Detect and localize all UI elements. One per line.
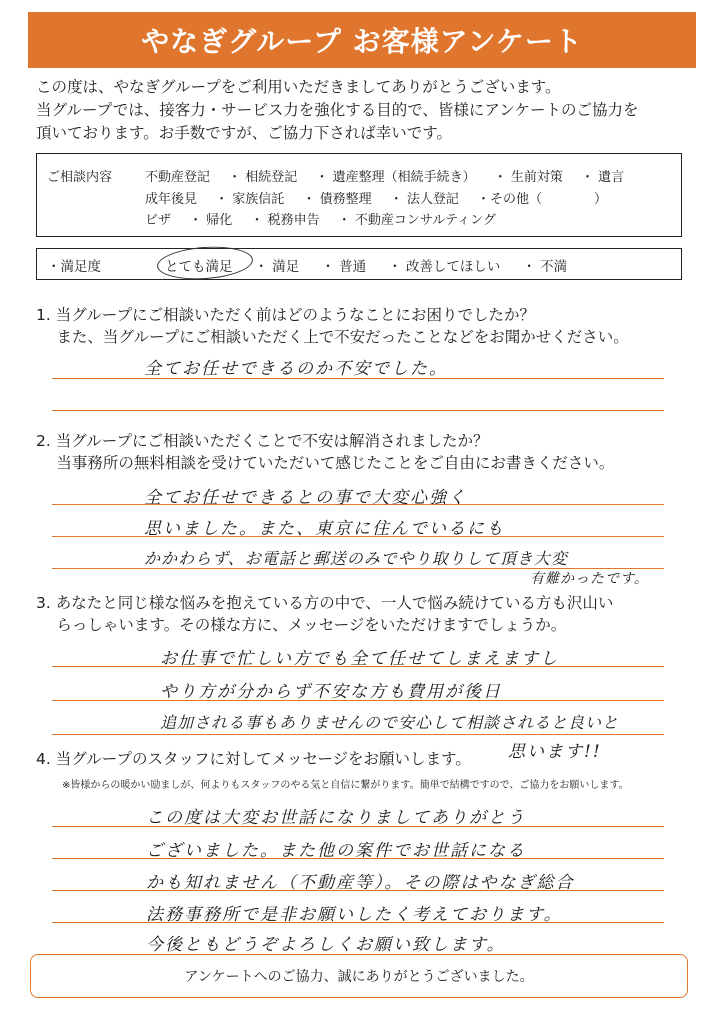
satisfaction-label: ・満足度 (47, 259, 101, 275)
consult-option: ・ 相続登記 (228, 170, 298, 185)
handwritten-answer: 今後ともどうぞよろしくお願い致します。 (146, 935, 506, 955)
consultation-label: ご相談内容 (47, 170, 113, 185)
handwritten-answer: かかわらず、お電話と郵送のみでやり取りして頂き大変 (144, 549, 568, 568)
handwritten-answer: ございました。また他の案件でお世話になる (146, 841, 526, 861)
intro-line: この度は、やなぎグループをご利用いただきましてありがとうございます。 (36, 78, 561, 96)
consult-option: ・ 帰化 (189, 213, 233, 228)
question-1 (36, 304, 696, 348)
consultation-row-2 (145, 188, 621, 207)
satisfaction-row (47, 255, 589, 275)
consult-option: ・その他（ ） (477, 192, 608, 207)
consultation-box (36, 153, 682, 237)
question-2 (36, 430, 696, 474)
question-3 (36, 592, 696, 636)
note-text: ※皆様からの暖かい励ましが、何よりもスタッフのやる気と自信に繋がります。簡単で結構ですので、ご協力をお願いします。 (62, 780, 629, 791)
question-line: また、当グループにご相談いただく上で不安だったことなどをお聞かせください。 (36, 328, 629, 346)
handwritten-answer: やり方が分からず不安な方も費用が後日 (160, 682, 502, 702)
consult-option: ・ 税務申告 (250, 213, 320, 228)
satisfaction-option[interactable]: ・ 普通 (321, 259, 367, 275)
question-line: 1. 当グループにご相談いただく前はどのようなことにお困りでしたか？ (36, 306, 535, 324)
consult-option: 成年後見 (145, 192, 198, 207)
question-line: らっしゃいます。その様な方に、メッセージをいただけますでしょうか。 (36, 616, 567, 634)
handwritten-answer: 全てお任せできるとの事で大変心強く (144, 488, 467, 508)
question-line: 3. あなたと同じ様な悩みを抱えている方の中で、一人で悩み続けている方も沢山い (36, 594, 614, 612)
question-4 (36, 748, 696, 770)
consult-option: ビザ (145, 213, 172, 228)
answer-line (52, 734, 664, 735)
consult-option: ・ 債務整理 (302, 192, 372, 207)
intro-text (36, 76, 696, 145)
consult-option: ・ 遺産整理（相続手続き） (315, 170, 476, 185)
page-title: やなぎグループ お客様アンケート (141, 25, 583, 58)
consult-option: ・ 法人登記 (389, 192, 459, 207)
handwritten-answer: かも知れません（不動産等）。その際はやなぎ総合 (146, 873, 575, 893)
title-banner (28, 12, 696, 68)
thanks-text: アンケートへのご協力、誠にありがとうございました。 (184, 969, 534, 985)
consultation-row-3 (145, 209, 510, 228)
consult-option: ・ 生前対策 (493, 170, 563, 185)
thanks-box (30, 954, 688, 998)
intro-line: 当グループでは、接客力・サービス力を強化する目的で、皆様にアンケートのご協力を (36, 101, 639, 119)
consult-option: ・ 遺言 (581, 170, 625, 185)
handwritten-answer: 思いました。また、東京に住んでいるにも (144, 519, 505, 539)
handwritten-answer: この度は大変お世話になりましてありがとう (146, 808, 526, 828)
satisfaction-option-label: とても満足 (165, 259, 233, 275)
consult-option: 不動産登記 (145, 170, 211, 185)
handwritten-answer: 追加される事もありませんので安心して相談されると良いと (160, 713, 620, 732)
intro-line: 頂いております。お手数ですが、ご協力下されば幸いです。 (36, 124, 453, 142)
satisfaction-box (36, 248, 682, 280)
question-line: 2. 当グループにご相談いただくことで不安は解消されましたか？ (36, 432, 489, 450)
consult-option: ・ 不動産コンサルティング (337, 213, 496, 228)
hand-drawn-circle (156, 244, 254, 283)
handwritten-answer: 思います!! (508, 742, 602, 762)
consultation-row-1 (145, 166, 638, 185)
satisfaction-option[interactable]: ・ 改善してほしい (388, 259, 501, 275)
satisfaction-option[interactable]: ・ 不満 (522, 259, 568, 275)
question-line: 4. 当グループのスタッフに対してメッセージをお願いします。 (36, 750, 471, 768)
consult-option: ・ 家族信託 (215, 192, 285, 207)
satisfaction-option[interactable]: ・ 満足 (254, 259, 300, 275)
handwritten-answer: お仕事で忙しい方でも全て任せてしまえますし (160, 649, 559, 669)
question-line: 当事務所の無料相談を受けていただいて感じたことをご自由にお書きください。 (36, 454, 615, 472)
handwritten-answer: 法務事務所で是非お願いしたく考えております。 (146, 905, 563, 925)
handwritten-answer: 有難かったです。 (530, 571, 649, 587)
handwritten-answer: 全てお任せできるのか不安でした。 (144, 359, 448, 379)
satisfaction-option-selected[interactable] (165, 255, 233, 275)
answer-line (52, 410, 664, 411)
